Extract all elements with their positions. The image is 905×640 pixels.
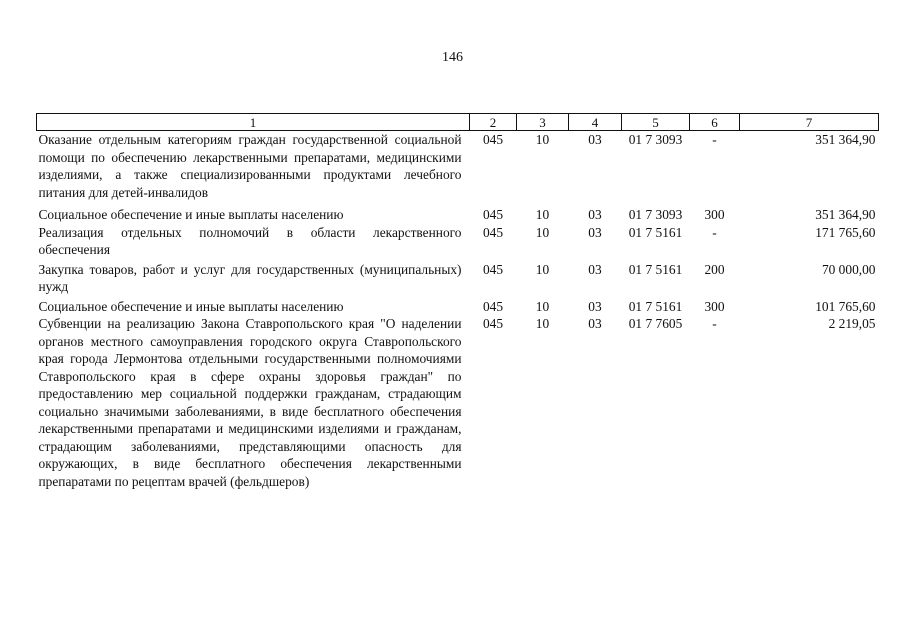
row-description: Субвенции на реализацию Закона Ставропольского края "О наделении органов местного самоуправления городского округа Ставропольского края города Лермонтова отдельными государственными полномочиями Ставропольского края в сфере охраны здоровья граждан" по предоставлению мер социальной поддержки гражданам, страдающим социально значимыми заболеваниями, в виде бесплатного обеспечения лекарственными препаратами и медицинскими изделиями и гражданам, страдающим заболеваниями, представляющими опасность для окружающих, в виде бесплатного обеспечения лекарственными препаратами по рецептам врачей (фельдшеров) [38,316,462,489]
row-description: Реализация отдельных полномочий в области лекарственного обеспечения [38,224,462,257]
row-target-article: 01 7 3093 [628,132,683,147]
row-section: 10 [535,132,550,147]
header-col-7: 7 [740,114,879,131]
row-ministry-code: 045 [482,207,504,222]
table-row [37,224,879,261]
row-target-article: 01 7 7605 [628,316,683,331]
row-target-article: 01 7 3093 [628,207,683,222]
header-col-2: 2 [470,114,517,131]
row-ministry-code: 045 [482,261,504,277]
row-subsection: 03 [588,316,602,331]
header-col-5: 5 [622,114,690,131]
table-row [37,315,879,490]
row-ministry-code: 045 [482,132,504,147]
row-section: 10 [535,207,550,222]
page-number: 146 [442,50,463,65]
row-amount: 351 364,90 [815,132,876,147]
row-ministry-code: 045 [482,224,504,240]
row-subsection: 03 [588,207,602,222]
row-amount: 2 219,05 [828,316,876,331]
row-description: Оказание отдельным категориям граждан государственной социальной помощи по обеспечению лекарственными препаратами, медицинскими изделиями, а также специализированными продуктами лечебного питания для детей-инвалидов [38,132,462,200]
row-ministry-code: 045 [482,298,504,314]
row-expense-type: - [712,316,717,331]
row-amount: 101 765,60 [815,298,876,314]
table-row [37,298,879,316]
row-expense-type: 300 [704,298,725,314]
row-expense-type: 200 [704,261,725,277]
budget-table [36,113,879,490]
header-row [37,114,879,131]
header-col-1: 1 [37,114,470,131]
table-row [37,131,879,207]
row-target-article: 01 7 5161 [628,261,683,277]
row-amount: 171 765,60 [815,224,876,240]
row-section: 10 [535,316,550,331]
table-row [37,206,879,224]
row-subsection: 03 [588,298,602,314]
row-description: Социальное обеспечение и иные выплаты населению [38,298,344,314]
row-expense-type: - [712,132,717,147]
row-amount: 351 364,90 [815,207,876,222]
table-row [37,261,879,298]
row-section: 10 [535,261,550,277]
row-subsection: 03 [588,261,602,277]
row-target-article: 01 7 5161 [628,224,683,240]
row-target-article: 01 7 5161 [628,298,683,314]
row-expense-type: 300 [704,207,725,222]
row-description: Социальное обеспечение и иные выплаты населению [38,207,344,222]
row-expense-type: - [712,224,717,240]
header-col-4: 4 [569,114,622,131]
row-amount: 70 000,00 [821,261,876,277]
row-subsection: 03 [588,224,602,240]
row-subsection: 03 [588,132,602,147]
row-section: 10 [535,224,550,240]
row-ministry-code: 045 [482,316,504,331]
row-section: 10 [535,298,550,314]
row-description: Закупка товаров, работ и услуг для государственных (муниципальных) нужд [38,261,462,294]
header-col-3: 3 [517,114,569,131]
header-col-6: 6 [690,114,740,131]
